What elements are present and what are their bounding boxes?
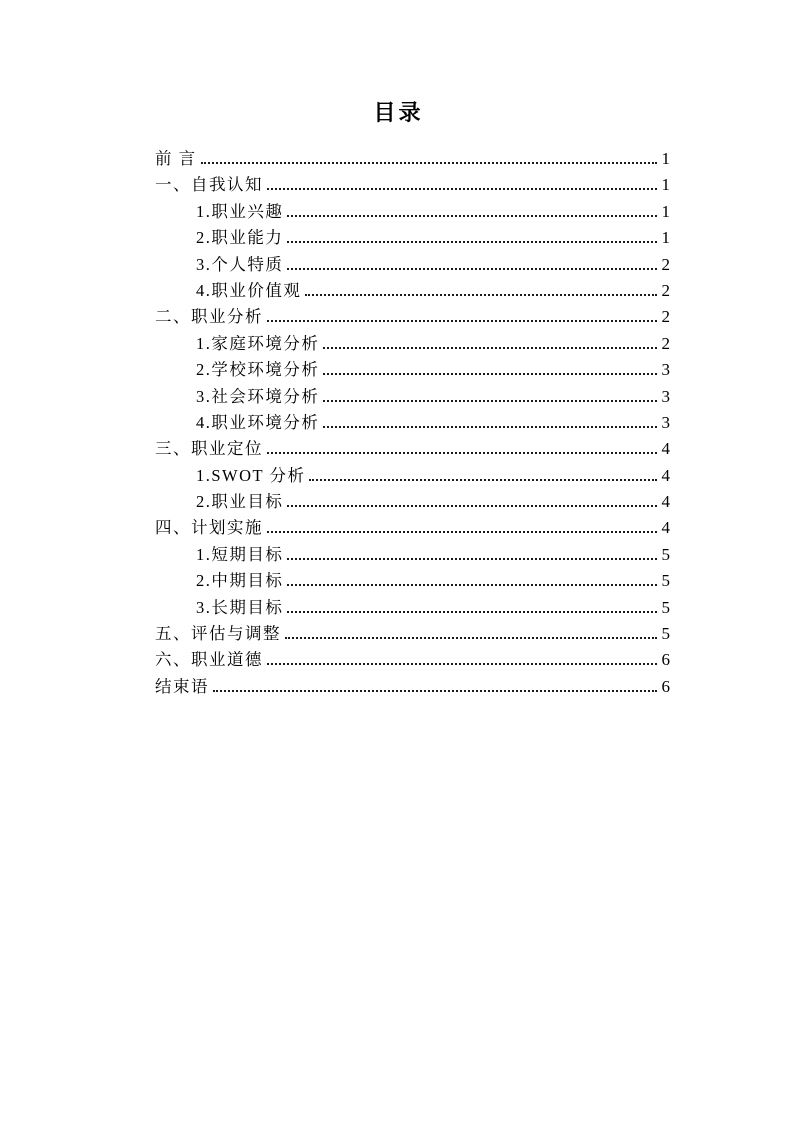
toc-entry-page: 1 [661, 149, 670, 168]
toc-entry-page: 4 [661, 439, 670, 459]
toc-entry-page: 1 [661, 228, 670, 248]
toc-leader-dots [267, 452, 657, 454]
toc-entry-label: 二、职业分析 [155, 307, 263, 327]
toc-leader-dots [267, 320, 657, 322]
toc-entry-page: 1 [661, 175, 670, 195]
toc-entry-career-goal[interactable] [155, 489, 670, 515]
toc-entry-label: 3.社会环境分析 [196, 386, 320, 406]
toc-entry-label: 三、职业定位 [155, 439, 263, 459]
toc-entry-long-term-goal[interactable] [155, 595, 670, 621]
toc-entry-label: 一、自我认知 [155, 175, 263, 195]
table-of-contents [155, 146, 670, 700]
toc-entry-page: 4 [661, 465, 670, 485]
toc-entry-label: 4.职业价值观 [196, 280, 302, 300]
toc-entry-page: 6 [661, 650, 670, 670]
toc-entry-page: 5 [661, 597, 670, 617]
toc-entry-label: 2.职业目标 [196, 492, 284, 512]
toc-entry-career-positioning[interactable] [155, 436, 670, 462]
toc-entry-label: 2.学校环境分析 [196, 360, 320, 380]
toc-entry-page: 5 [661, 624, 670, 644]
toc-entry-label: 2.中期目标 [196, 571, 284, 591]
toc-leader-dots [323, 426, 657, 428]
toc-entry-page: 4 [661, 492, 670, 512]
toc-entry-page: 5 [661, 544, 670, 564]
toc-entry-page: 3 [661, 360, 670, 380]
toc-entry-page: 2 [661, 333, 670, 353]
page-title: 目录 [373, 100, 424, 125]
toc-entry-label: 四、计划实施 [155, 518, 263, 538]
toc-entry-page: 1 [661, 201, 670, 221]
toc-leader-dots [305, 294, 657, 296]
toc-entry-label: 1.家庭环境分析 [196, 333, 320, 353]
toc-entry-label: 1.SWOT 分析 [196, 465, 306, 485]
toc-entry-label: 1.短期目标 [196, 544, 284, 564]
toc-leader-dots [213, 690, 657, 692]
toc-entry-career-analysis[interactable] [155, 304, 670, 330]
toc-entry-label: 五、评估与调整 [155, 624, 281, 644]
toc-entry-label: 结束语 [155, 676, 209, 696]
toc-leader-dots [201, 162, 657, 164]
toc-leader-dots [287, 215, 657, 217]
toc-leader-dots [309, 479, 657, 481]
toc-entry-label: 前 言 [155, 149, 197, 168]
toc-entry-professional-ethics[interactable] [155, 647, 670, 673]
toc-entry-family-env[interactable] [155, 331, 670, 357]
toc-leader-dots [267, 531, 657, 533]
toc-entry-page: 3 [661, 386, 670, 406]
toc-entry-short-term-goal[interactable] [155, 542, 670, 568]
toc-leader-dots [323, 400, 657, 402]
toc-entry-swot-analysis[interactable] [155, 463, 670, 489]
toc-entry-career-values[interactable] [155, 278, 670, 304]
toc-leader-dots [287, 268, 657, 270]
toc-entry-personal-traits[interactable] [155, 252, 670, 278]
toc-section [155, 96, 670, 700]
toc-entry-social-env[interactable] [155, 384, 670, 410]
toc-leader-dots [323, 347, 657, 349]
toc-entry-page: 6 [661, 676, 670, 696]
toc-leader-dots [287, 505, 657, 507]
toc-entry-evaluation-adjustment[interactable] [155, 621, 670, 647]
toc-entry-label: 六、职业道德 [155, 650, 263, 670]
toc-leader-dots [285, 637, 657, 639]
toc-leader-dots [287, 611, 657, 613]
toc-leader-dots [287, 241, 657, 243]
toc-leader-dots [267, 188, 657, 190]
toc-entry-label: 1.职业兴趣 [196, 201, 284, 221]
toc-leader-dots [323, 373, 657, 375]
toc-entry-label: 4.职业环境分析 [196, 412, 320, 432]
toc-entry-page: 2 [661, 280, 670, 300]
toc-entry-self-awareness[interactable] [155, 172, 670, 198]
toc-entry-conclusion[interactable] [155, 674, 670, 700]
toc-entry-label: 2.职业能力 [196, 228, 284, 248]
toc-entry-career-ability[interactable] [155, 225, 670, 251]
toc-leader-dots [287, 558, 657, 560]
toc-entry-page: 5 [661, 571, 670, 591]
toc-leader-dots [287, 584, 657, 586]
toc-entry-page: 4 [661, 518, 670, 538]
toc-leader-dots [267, 663, 657, 665]
toc-entry-page: 2 [661, 254, 670, 274]
toc-entry-plan-implementation[interactable] [155, 515, 670, 541]
toc-entry-career-interest[interactable] [155, 199, 670, 225]
toc-entry-career-env[interactable] [155, 410, 670, 436]
toc-entry-page: 3 [661, 412, 670, 432]
toc-entry-label: 3.长期目标 [196, 597, 284, 617]
toc-entry-label: 3.个人特质 [196, 254, 284, 274]
toc-entry-page: 2 [661, 307, 670, 327]
toc-entry-school-env[interactable] [155, 357, 670, 383]
toc-entry-mid-term-goal[interactable] [155, 568, 670, 594]
toc-entry-foreword[interactable] [155, 146, 670, 172]
